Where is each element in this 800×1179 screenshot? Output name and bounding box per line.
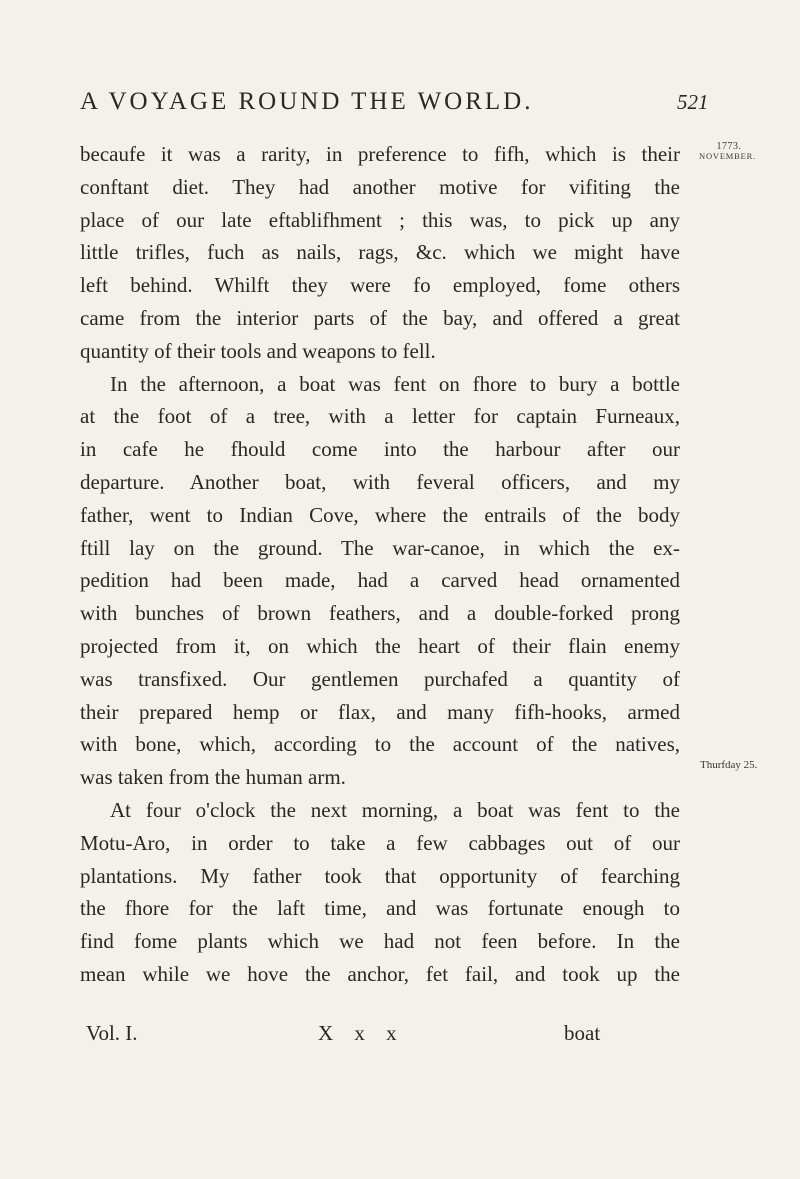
running-title: A VOYAGE ROUND THE WORLD. xyxy=(80,88,534,115)
text-line: left behind. Whilft they were fo employed, fome others xyxy=(80,273,680,298)
text-line: was taken from the human arm. xyxy=(80,765,346,790)
text-line: ftill lay on the ground. The war-canoe, in which the ex- xyxy=(80,535,680,560)
text-line: At four o'clock the next morning, a boat was fent to the xyxy=(110,797,680,822)
text-line: Motu-Aro, in order to take a few cabbages out of our xyxy=(80,830,680,855)
text-line: plantations. My father took that opportunity of fearching xyxy=(80,863,680,888)
text-line: was transfixed. Our gentlemen purchafed a quantity of xyxy=(80,666,680,691)
signature-mark: X x x xyxy=(318,1021,405,1045)
text-line: at the foot of a tree, with a letter for captain Furneaux, xyxy=(80,404,680,429)
text-line: the fhore for the laft time, and was fortunate enough to xyxy=(80,896,680,921)
margin-note-year: 1773. xyxy=(716,141,742,152)
margin-note-month: NOVEMBER. xyxy=(699,151,757,161)
text-line: father, went to Indian Cove, where the entrails of the body xyxy=(80,502,680,527)
text-line: find fome plants which we had not feen before. In the xyxy=(80,929,680,954)
page-footer xyxy=(80,1021,680,1051)
text-line: came from the interior parts of the bay, and offered a great xyxy=(80,305,680,330)
page-number: 521 xyxy=(677,90,709,114)
text-line: little trifles, fuch as nails, rags, &c. which we might have xyxy=(80,240,680,265)
text-line: quantity of their tools and weapons to fell. xyxy=(80,338,436,363)
margin-note-day: Thurfday 25. xyxy=(700,759,758,771)
text-line: conftant diet. They had another motive for vifiting the xyxy=(80,174,680,199)
body-text xyxy=(80,138,680,991)
text-line: becaufe it was a rarity, in preference to fifh, which is their xyxy=(80,142,680,166)
text-line: their prepared hemp or flax, and many fifh-hooks, armed xyxy=(80,699,680,724)
text-line: In the afternoon, a boat was fent on fhore to bury a bottle xyxy=(110,371,680,396)
running-head xyxy=(80,88,720,128)
text-line: with bunches of brown feathers, and a double-forked prong xyxy=(80,601,680,626)
catchword: boat xyxy=(564,1021,601,1045)
text-line: with bone, which, according to the account of the natives, xyxy=(80,732,680,757)
text-line: pedition had been made, had a carved head ornamented xyxy=(80,568,680,593)
volume-label: Vol. I. xyxy=(86,1021,138,1045)
text-line: departure. Another boat, with feveral officers, and my xyxy=(80,469,680,494)
text-line: in cafe he fhould come into the harbour after our xyxy=(80,437,680,462)
text-line: projected from it, on which the heart of their flain enemy xyxy=(80,633,680,658)
text-line: place of our late eftablifhment ; this was, to pick up any xyxy=(80,207,680,232)
text-line: mean while we hove the anchor, fet fail, and took up the xyxy=(80,961,680,986)
